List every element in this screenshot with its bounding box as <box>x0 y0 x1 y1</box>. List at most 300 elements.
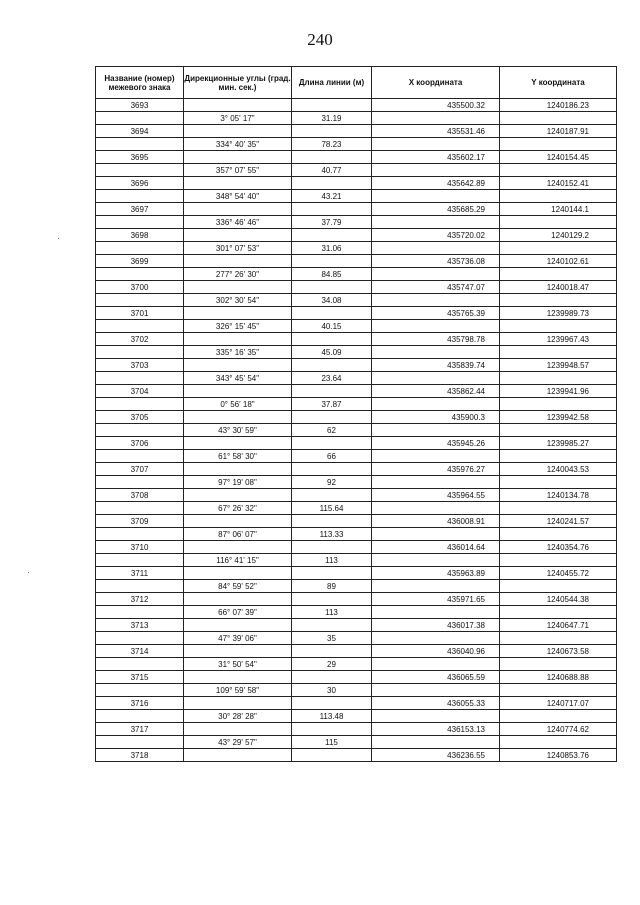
table-body <box>96 99 617 762</box>
direction-angle-cell: 67° 26' 32" <box>184 502 292 515</box>
empty-cell <box>500 684 617 697</box>
empty-cell <box>184 151 292 164</box>
y-coordinate-cell: 1240187.91 <box>500 125 617 138</box>
empty-cell <box>372 346 500 359</box>
empty-cell <box>500 164 617 177</box>
empty-cell <box>292 411 372 424</box>
y-coordinate-cell: 1240673.58 <box>500 645 617 658</box>
y-coordinate-cell: 1240154.45 <box>500 151 617 164</box>
x-coordinate-cell: 436040.96 <box>372 645 500 658</box>
empty-cell <box>292 99 372 112</box>
empty-cell <box>96 736 184 749</box>
empty-cell <box>500 294 617 307</box>
header-marker-name: Название (номер) межевого знака <box>96 67 184 99</box>
table-row-segment <box>96 528 617 541</box>
empty-cell <box>96 112 184 125</box>
marker-name-cell: 3694 <box>96 125 184 138</box>
x-coordinate-cell: 435602.17 <box>372 151 500 164</box>
table-row-segment <box>96 476 617 489</box>
header-y-coordinate: Y координата <box>500 67 617 99</box>
empty-cell <box>96 398 184 411</box>
empty-cell <box>372 606 500 619</box>
x-coordinate-cell: 436153.13 <box>372 723 500 736</box>
table-row-point <box>96 489 617 502</box>
table-row-segment <box>96 424 617 437</box>
empty-cell <box>292 645 372 658</box>
empty-cell <box>500 398 617 411</box>
table-row-point <box>96 281 617 294</box>
direction-angle-cell: 87° 06' 07" <box>184 528 292 541</box>
empty-cell <box>96 528 184 541</box>
x-coordinate-cell: 435971.65 <box>372 593 500 606</box>
line-length-cell: 92 <box>292 476 372 489</box>
table-row-segment <box>96 736 617 749</box>
y-coordinate-cell: 1239967.43 <box>500 333 617 346</box>
x-coordinate-cell: 435685.29 <box>372 203 500 216</box>
empty-cell <box>372 242 500 255</box>
table-row-point <box>96 723 617 736</box>
y-coordinate-cell: 1240647.71 <box>500 619 617 632</box>
direction-angle-cell: 116° 41' 15" <box>184 554 292 567</box>
line-length-cell: 113.33 <box>292 528 372 541</box>
marker-name-cell: 3716 <box>96 697 184 710</box>
empty-cell <box>96 554 184 567</box>
table-row-point <box>96 125 617 138</box>
y-coordinate-cell: 1239985.27 <box>500 437 617 450</box>
empty-cell <box>372 398 500 411</box>
empty-cell <box>96 346 184 359</box>
x-coordinate-cell: 435945.26 <box>372 437 500 450</box>
marker-name-cell: 3713 <box>96 619 184 632</box>
x-coordinate-cell: 436008.91 <box>372 515 500 528</box>
direction-angle-cell: 3° 05' 17" <box>184 112 292 125</box>
empty-cell <box>372 164 500 177</box>
direction-angle-cell: 302° 30' 54" <box>184 294 292 307</box>
x-coordinate-cell: 435531.46 <box>372 125 500 138</box>
empty-cell <box>292 619 372 632</box>
empty-cell <box>184 749 292 762</box>
line-length-cell: 89 <box>292 580 372 593</box>
empty-cell <box>184 489 292 502</box>
line-length-cell: 113 <box>292 606 372 619</box>
empty-cell <box>292 515 372 528</box>
y-coordinate-cell: 1240144.1 <box>500 203 617 216</box>
direction-angle-cell: 326° 15' 45" <box>184 320 292 333</box>
empty-cell <box>292 229 372 242</box>
table-row-segment <box>96 398 617 411</box>
empty-cell <box>292 333 372 346</box>
x-coordinate-cell: 435500.32 <box>372 99 500 112</box>
empty-cell <box>372 502 500 515</box>
table-row-segment <box>96 658 617 671</box>
line-length-cell: 62 <box>292 424 372 437</box>
empty-cell <box>500 372 617 385</box>
table-row-point <box>96 255 617 268</box>
table-row-segment <box>96 190 617 203</box>
x-coordinate-cell: 435862.44 <box>372 385 500 398</box>
empty-cell <box>500 580 617 593</box>
empty-cell <box>96 216 184 229</box>
empty-cell <box>96 502 184 515</box>
empty-cell <box>292 125 372 138</box>
x-coordinate-cell: 436055.33 <box>372 697 500 710</box>
empty-cell <box>372 632 500 645</box>
empty-cell <box>184 281 292 294</box>
y-coordinate-cell: 1240717.07 <box>500 697 617 710</box>
empty-cell <box>500 320 617 333</box>
empty-cell <box>372 736 500 749</box>
empty-cell <box>184 671 292 684</box>
table-row-point <box>96 697 617 710</box>
empty-cell <box>500 242 617 255</box>
empty-cell <box>372 424 500 437</box>
x-coordinate-cell: 435736.08 <box>372 255 500 268</box>
empty-cell <box>292 463 372 476</box>
y-coordinate-cell: 1239942.58 <box>500 411 617 424</box>
empty-cell <box>500 346 617 359</box>
empty-cell <box>184 697 292 710</box>
empty-cell <box>184 229 292 242</box>
empty-cell <box>184 593 292 606</box>
y-coordinate-cell: 1239948.57 <box>500 359 617 372</box>
direction-angle-cell: 357° 07' 55" <box>184 164 292 177</box>
line-length-cell: 40.77 <box>292 164 372 177</box>
marker-name-cell: 3695 <box>96 151 184 164</box>
x-coordinate-cell: 435964.55 <box>372 489 500 502</box>
y-coordinate-cell: 1240455.72 <box>500 567 617 580</box>
x-coordinate-cell: 436236.55 <box>372 749 500 762</box>
table-row-segment <box>96 554 617 567</box>
y-coordinate-cell: 1240186.23 <box>500 99 617 112</box>
empty-cell <box>372 658 500 671</box>
line-length-cell: 45.09 <box>292 346 372 359</box>
empty-cell <box>96 450 184 463</box>
empty-cell <box>500 424 617 437</box>
marker-name-cell: 3693 <box>96 99 184 112</box>
empty-cell <box>372 294 500 307</box>
boundary-points-table <box>95 66 617 762</box>
empty-cell <box>500 528 617 541</box>
empty-cell <box>500 112 617 125</box>
direction-angle-cell: 348° 54' 40" <box>184 190 292 203</box>
empty-cell <box>292 541 372 554</box>
x-coordinate-cell: 435747.07 <box>372 281 500 294</box>
empty-cell <box>372 372 500 385</box>
table-row-segment <box>96 502 617 515</box>
table-row-segment <box>96 216 617 229</box>
marker-name-cell: 3710 <box>96 541 184 554</box>
direction-angle-cell: 43° 29' 57" <box>184 736 292 749</box>
table-row-point <box>96 463 617 476</box>
table-row-point <box>96 385 617 398</box>
empty-cell <box>500 138 617 151</box>
y-coordinate-cell: 1240134.78 <box>500 489 617 502</box>
marker-name-cell: 3711 <box>96 567 184 580</box>
empty-cell <box>96 424 184 437</box>
direction-angle-cell: 84° 59' 52" <box>184 580 292 593</box>
empty-cell <box>96 372 184 385</box>
empty-cell <box>500 710 617 723</box>
empty-cell <box>184 541 292 554</box>
line-length-cell: 23.64 <box>292 372 372 385</box>
line-length-cell: 115.64 <box>292 502 372 515</box>
header-direction-angle: Дирекционные углы (град. мин. сек.) <box>184 67 292 99</box>
table-row-point <box>96 671 617 684</box>
empty-cell <box>96 476 184 489</box>
x-coordinate-cell: 435839.74 <box>372 359 500 372</box>
empty-cell <box>500 632 617 645</box>
empty-cell <box>96 684 184 697</box>
direction-angle-cell: 97° 19' 08" <box>184 476 292 489</box>
line-length-cell: 34.08 <box>292 294 372 307</box>
table-row-point <box>96 593 617 606</box>
empty-cell <box>292 593 372 606</box>
line-length-cell: 31.19 <box>292 112 372 125</box>
table-row-segment <box>96 164 617 177</box>
line-length-cell: 31.06 <box>292 242 372 255</box>
empty-cell <box>184 567 292 580</box>
direction-angle-cell: 343° 45' 54" <box>184 372 292 385</box>
direction-angle-cell: 31° 50' 54" <box>184 658 292 671</box>
empty-cell <box>292 151 372 164</box>
marker-name-cell: 3701 <box>96 307 184 320</box>
empty-cell <box>96 138 184 151</box>
table-row-segment <box>96 294 617 307</box>
table-row-point <box>96 437 617 450</box>
direction-angle-cell: 109° 59' 58" <box>184 684 292 697</box>
marker-name-cell: 3708 <box>96 489 184 502</box>
y-coordinate-cell: 1240354.76 <box>500 541 617 554</box>
y-coordinate-cell: 1240152.41 <box>500 177 617 190</box>
empty-cell <box>96 632 184 645</box>
y-coordinate-cell: 1240688.88 <box>500 671 617 684</box>
direction-angle-cell: 277° 26' 30" <box>184 268 292 281</box>
table-row-segment <box>96 320 617 333</box>
empty-cell <box>184 177 292 190</box>
empty-cell <box>372 190 500 203</box>
table-row-point <box>96 411 617 424</box>
empty-cell <box>292 281 372 294</box>
empty-cell <box>500 216 617 229</box>
empty-cell <box>184 203 292 216</box>
line-length-cell: 113.48 <box>292 710 372 723</box>
empty-cell <box>292 567 372 580</box>
marker-name-cell: 3706 <box>96 437 184 450</box>
header-x-coordinate: X координата <box>372 67 500 99</box>
y-coordinate-cell: 1239941.96 <box>500 385 617 398</box>
empty-cell <box>292 359 372 372</box>
empty-cell <box>184 463 292 476</box>
y-coordinate-cell: 1240544.38 <box>500 593 617 606</box>
empty-cell <box>292 489 372 502</box>
empty-cell <box>372 450 500 463</box>
x-coordinate-cell: 436014.64 <box>372 541 500 554</box>
marker-name-cell: 3696 <box>96 177 184 190</box>
empty-cell <box>500 554 617 567</box>
table-row-point <box>96 307 617 320</box>
empty-cell <box>184 385 292 398</box>
x-coordinate-cell: 435976.27 <box>372 463 500 476</box>
empty-cell <box>96 268 184 281</box>
empty-cell <box>372 554 500 567</box>
line-length-cell: 78.23 <box>292 138 372 151</box>
empty-cell <box>96 164 184 177</box>
table-row-point <box>96 619 617 632</box>
table-row-point <box>96 203 617 216</box>
marker-name-cell: 3697 <box>96 203 184 216</box>
y-coordinate-cell: 1240129.2 <box>500 229 617 242</box>
marker-name-cell: 3717 <box>96 723 184 736</box>
empty-cell <box>96 658 184 671</box>
empty-cell <box>292 385 372 398</box>
marker-name-cell: 3700 <box>96 281 184 294</box>
empty-cell <box>500 476 617 489</box>
empty-cell <box>372 684 500 697</box>
empty-cell <box>500 736 617 749</box>
empty-cell <box>96 606 184 619</box>
marker-name-cell: 3709 <box>96 515 184 528</box>
empty-cell <box>372 268 500 281</box>
line-length-cell: 37.79 <box>292 216 372 229</box>
line-length-cell: 84.85 <box>292 268 372 281</box>
table-row-segment <box>96 580 617 593</box>
empty-cell <box>184 619 292 632</box>
direction-angle-cell: 335° 16' 35" <box>184 346 292 359</box>
empty-cell <box>500 606 617 619</box>
empty-cell <box>184 645 292 658</box>
empty-cell <box>96 710 184 723</box>
empty-cell <box>292 723 372 736</box>
direction-angle-cell: 301° 07' 53" <box>184 242 292 255</box>
table-row-segment <box>96 684 617 697</box>
page-number: 240 <box>307 30 333 49</box>
x-coordinate-cell: 435765.39 <box>372 307 500 320</box>
marker-name-cell: 3704 <box>96 385 184 398</box>
marker-name-cell: 3705 <box>96 411 184 424</box>
empty-cell <box>372 528 500 541</box>
empty-cell <box>184 411 292 424</box>
direction-angle-cell: 0° 56' 18" <box>184 398 292 411</box>
line-length-cell: 29 <box>292 658 372 671</box>
y-coordinate-cell: 1240241.57 <box>500 515 617 528</box>
empty-cell <box>184 437 292 450</box>
marker-name-cell: 3698 <box>96 229 184 242</box>
table-row-point <box>96 99 617 112</box>
y-coordinate-cell: 1240774.62 <box>500 723 617 736</box>
empty-cell <box>184 125 292 138</box>
marker-name-cell: 3702 <box>96 333 184 346</box>
marker-name-cell: 3715 <box>96 671 184 684</box>
line-length-cell: 113 <box>292 554 372 567</box>
table-row-point <box>96 749 617 762</box>
empty-cell <box>96 294 184 307</box>
empty-cell <box>184 307 292 320</box>
line-length-cell: 40.15 <box>292 320 372 333</box>
marker-name-cell: 3712 <box>96 593 184 606</box>
empty-cell <box>184 359 292 372</box>
marker-name-cell: 3703 <box>96 359 184 372</box>
header-line-length: Длина линии (м) <box>292 67 372 99</box>
line-length-cell: 115 <box>292 736 372 749</box>
table-row-point <box>96 567 617 580</box>
direction-angle-cell: 61° 58' 30" <box>184 450 292 463</box>
empty-cell <box>292 255 372 268</box>
line-length-cell: 43.21 <box>292 190 372 203</box>
y-coordinate-cell: 1240018.47 <box>500 281 617 294</box>
empty-cell <box>96 190 184 203</box>
table-row-point <box>96 229 617 242</box>
empty-cell <box>292 177 372 190</box>
line-length-cell: 66 <box>292 450 372 463</box>
empty-cell <box>292 203 372 216</box>
direction-angle-cell: 336° 46' 46" <box>184 216 292 229</box>
empty-cell <box>372 216 500 229</box>
y-coordinate-cell: 1240043.53 <box>500 463 617 476</box>
table-row-segment <box>96 268 617 281</box>
empty-cell <box>500 658 617 671</box>
x-coordinate-cell: 435642.89 <box>372 177 500 190</box>
table-row-segment <box>96 632 617 645</box>
marker-name-cell: 3707 <box>96 463 184 476</box>
table-row-point <box>96 177 617 190</box>
x-coordinate-cell: 435900.3 <box>372 411 500 424</box>
empty-cell <box>292 307 372 320</box>
x-coordinate-cell: 435963.89 <box>372 567 500 580</box>
empty-cell <box>292 437 372 450</box>
y-coordinate-cell: 1240102.61 <box>500 255 617 268</box>
y-coordinate-cell: 1239989.73 <box>500 307 617 320</box>
line-length-cell: 37.87 <box>292 398 372 411</box>
y-coordinate-cell: 1240853.76 <box>500 749 617 762</box>
marker-name-cell: 3718 <box>96 749 184 762</box>
table-row-point <box>96 541 617 554</box>
table-row-segment <box>96 450 617 463</box>
empty-cell <box>96 320 184 333</box>
table-row-segment <box>96 138 617 151</box>
empty-cell <box>96 580 184 593</box>
direction-angle-cell: 66° 07' 39" <box>184 606 292 619</box>
line-length-cell: 30 <box>292 684 372 697</box>
empty-cell <box>372 476 500 489</box>
empty-cell <box>184 515 292 528</box>
table-row-segment <box>96 112 617 125</box>
empty-cell <box>500 190 617 203</box>
empty-cell <box>372 580 500 593</box>
empty-cell <box>184 723 292 736</box>
empty-cell <box>500 268 617 281</box>
direction-angle-cell: 43° 30' 59" <box>184 424 292 437</box>
scan-speck <box>28 572 29 573</box>
x-coordinate-cell: 435720.02 <box>372 229 500 242</box>
empty-cell <box>372 320 500 333</box>
table-row-segment <box>96 372 617 385</box>
table-row-point <box>96 333 617 346</box>
x-coordinate-cell: 436017.38 <box>372 619 500 632</box>
empty-cell <box>500 450 617 463</box>
empty-cell <box>292 749 372 762</box>
table-header-row <box>96 67 617 99</box>
table-row-segment <box>96 346 617 359</box>
empty-cell <box>372 112 500 125</box>
x-coordinate-cell: 435798.78 <box>372 333 500 346</box>
empty-cell <box>184 255 292 268</box>
direction-angle-cell: 47° 39' 06" <box>184 632 292 645</box>
empty-cell <box>96 242 184 255</box>
line-length-cell: 35 <box>292 632 372 645</box>
table-row-point <box>96 515 617 528</box>
x-coordinate-cell: 436065.59 <box>372 671 500 684</box>
empty-cell <box>372 138 500 151</box>
